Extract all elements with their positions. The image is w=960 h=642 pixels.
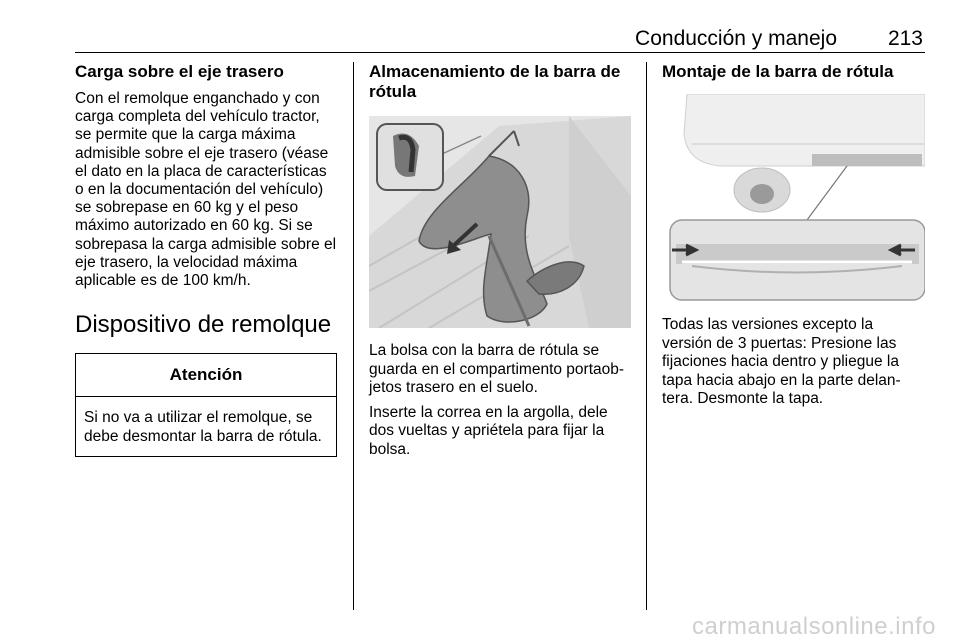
column-2 [369,62,631,459]
page-number: 213 [887,27,923,50]
paragraph-mounting: Todas las versiones excepto la versión de 3 puertas: Presione las fijaciones hacia dentro y pliegue la tapa hacia abajo en la parte delan-tera. Desmonte la tapa. [662,316,901,407]
heading-mounting: Montaje de la barra de rótula [662,62,894,81]
heading-storage: Almacenamiento de la barra de rótula [369,62,621,101]
column-1 [75,62,337,457]
attention-title: Atención [76,354,336,397]
paragraph-storage-2: Inserte la correa en la argolla, dele dos vueltas y apriétela para fijar la bolsa. [369,403,608,458]
header-rule [75,52,925,53]
paragraph-storage-1: La bolsa con la barra de rótula se guarda en el compartimento portaob-jetos trasero en el suelo. [369,342,625,396]
column-3 [662,62,924,409]
section-title: Conducción y manejo [635,27,837,50]
column-divider-1 [353,62,354,610]
heading-rear-axle-load: Carga sobre el eje trasero [75,62,284,81]
heading-towing-device: Dispositivo de remolque [75,311,332,339]
attention-box [75,353,337,457]
paragraph-rear-axle-load: Con el remolque enganchado y con carga completa del vehículo tractor, se permite que la carga máxima admisible sobre el eje trasero (véase el dato en la placa de características o en la documentación del vehículo) se sobrepase en 60 kg y el peso máximo autorizado en 60 kg. Si se sobrepasa la carga admisible sobre el eje trasero, la velocidad máxima aplicable es de 100 km/h. [75,90,337,290]
watermark-brand: carmanualsonline.info [692,613,936,640]
page-header [75,26,925,52]
storage-bag-illustration [369,116,631,328]
rear-bumper-illustration [662,94,925,302]
column-divider-2 [646,62,647,610]
attention-text: Si no va a utilizar el remolque, se debe desmontar la barra de rótula. [84,409,322,445]
